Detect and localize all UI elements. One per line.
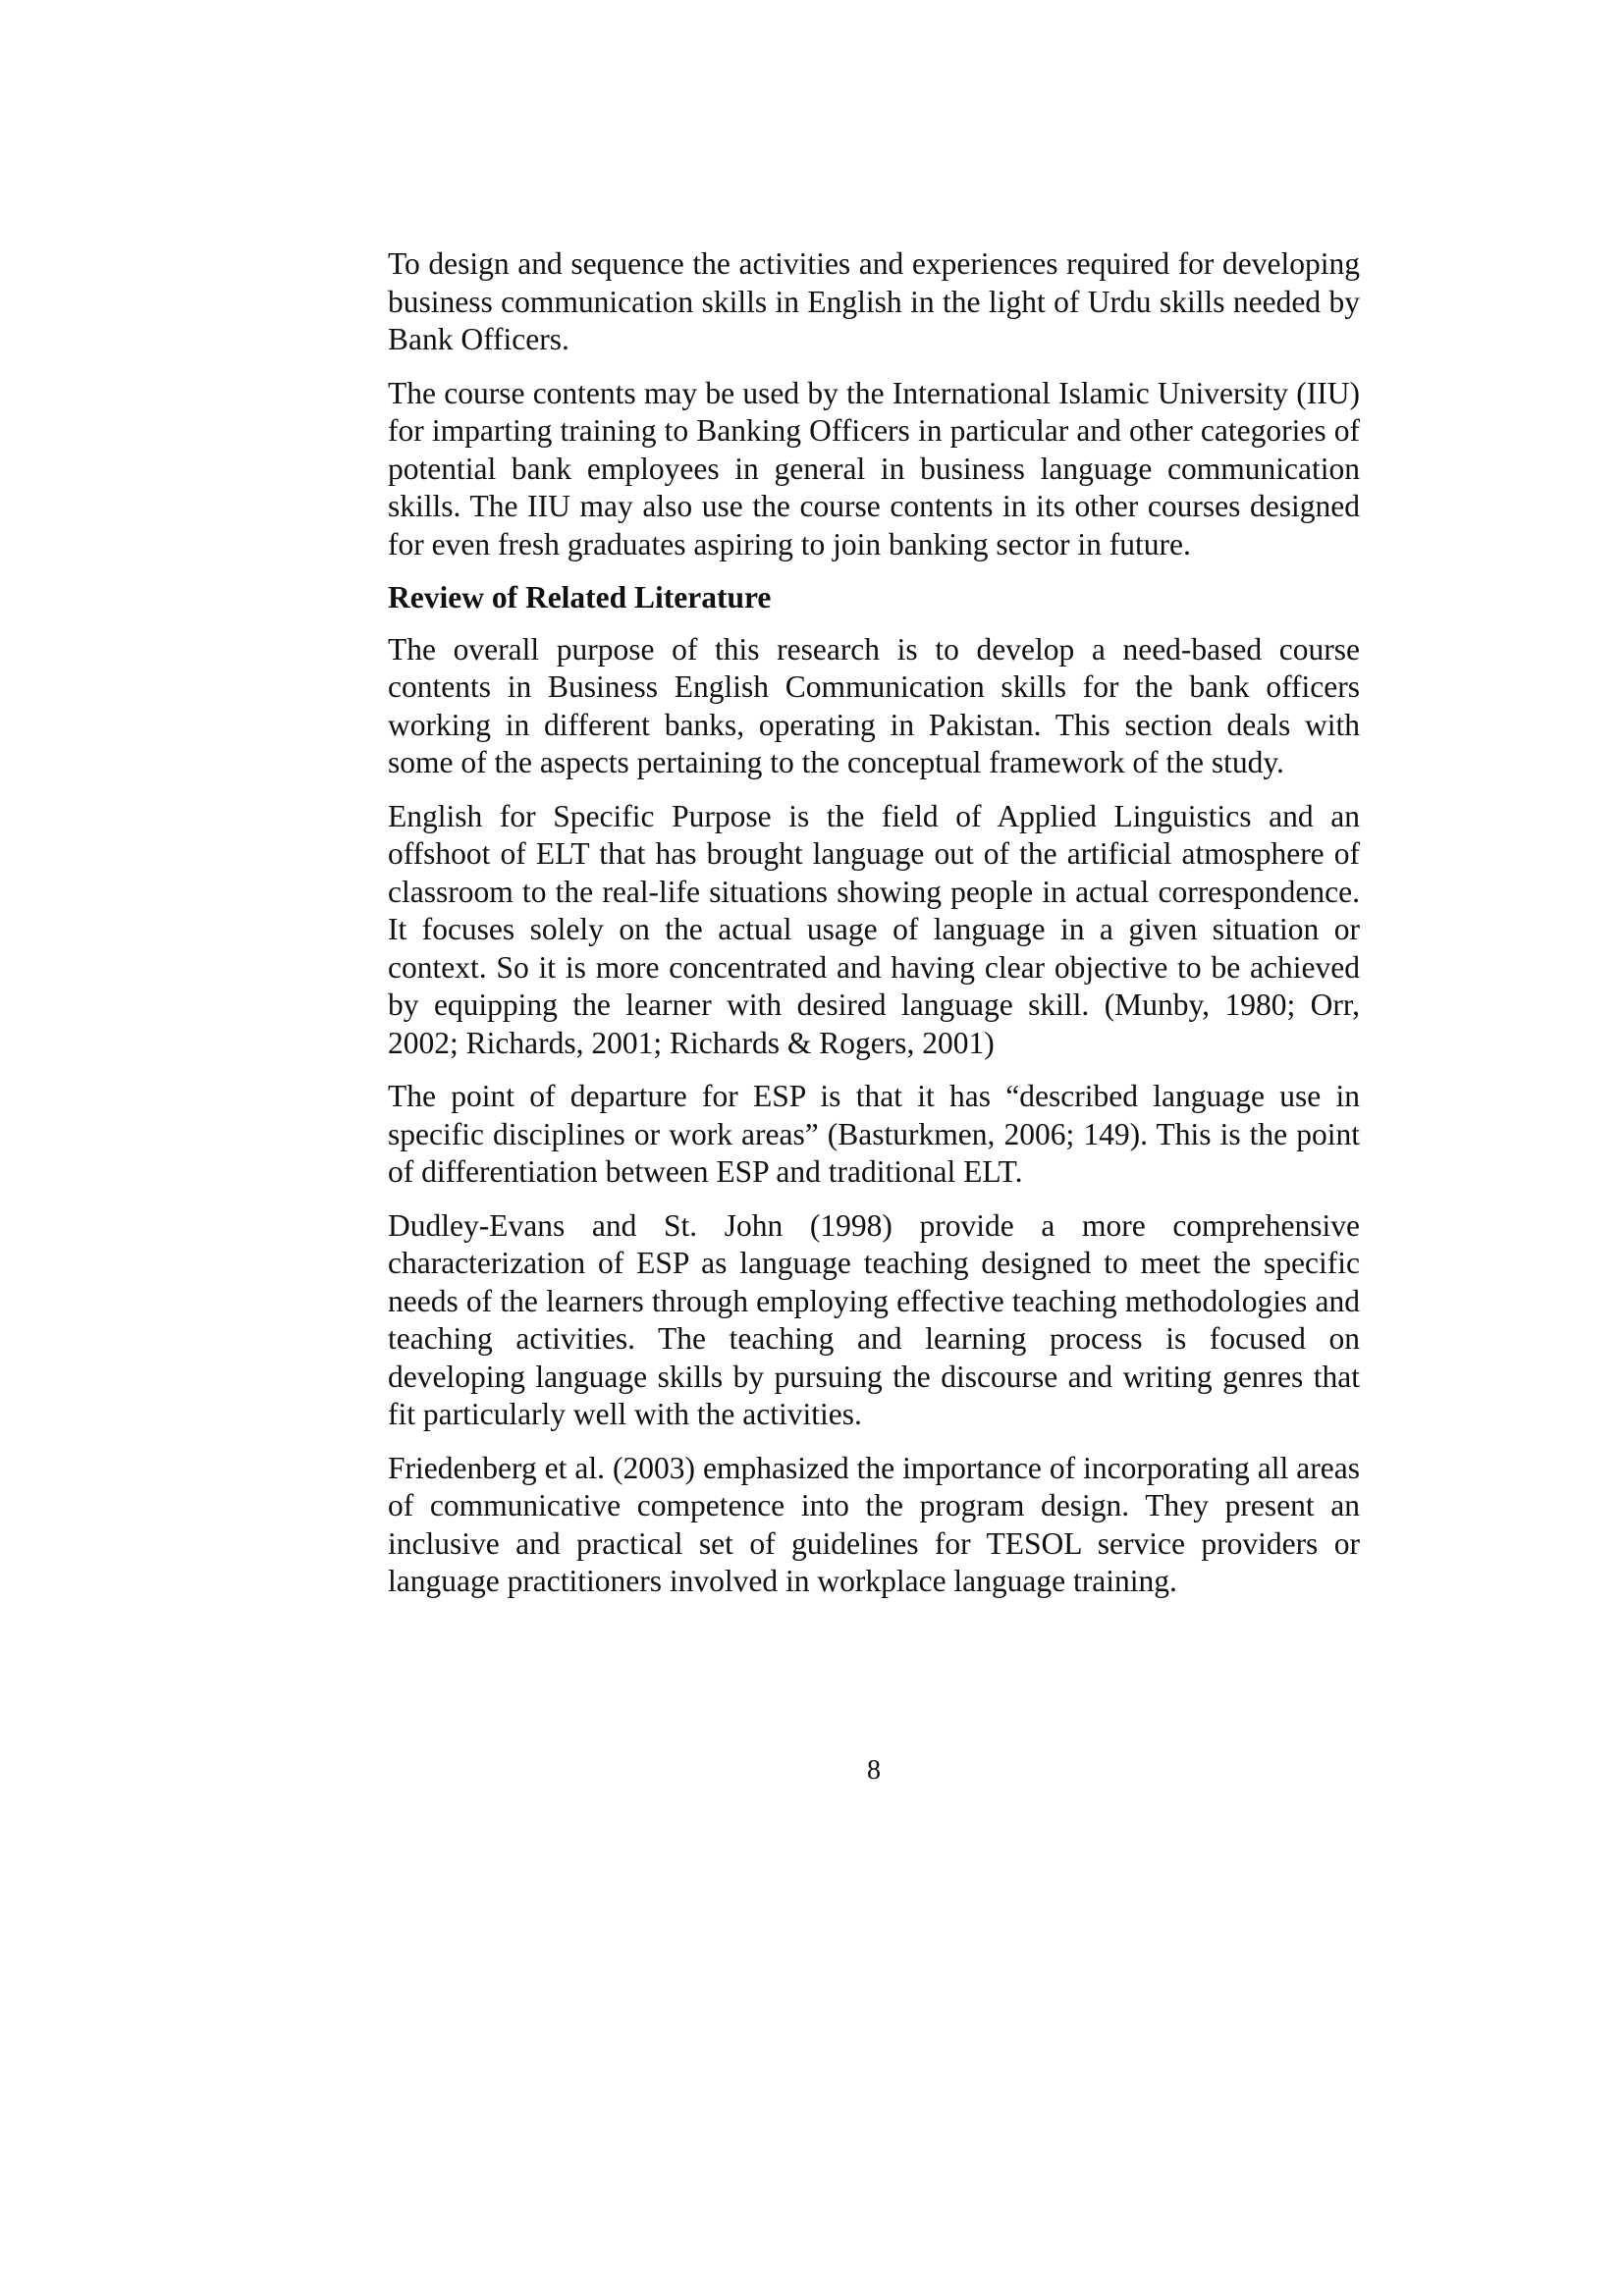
body-paragraph: To design and sequence the activities and experiences required for developing business communication skills in English in the light of Urdu skills needed by Bank Officers. — [388, 246, 1360, 356]
body-paragraph: The course contents may be used by the International Islamic University (IIU) for imparting training to Banking Officers in particular and other categories of potential bank employees in general in business language communication skills. The IIU may also use the course contents in its other courses designed for even fresh graduates aspiring to join banking sector in future. — [388, 375, 1360, 561]
body-paragraph: Dudley-Evans and St. John (1998) provide a more comprehensive characterization of ESP as language teaching designed to meet the specific needs of the learners through employing effective teaching methodologies and teaching activities. The teaching and learning process is focused on developing language skills by pursuing the discourse and writing genres that fit particularly well with the activities. — [388, 1207, 1360, 1431]
body-paragraph: English for Specific Purpose is the field of Applied Linguistics and an offshoot of ELT that has brought language out of the artificial atmosphere of classroom to the real-life situations showing people in actual correspondence. It focuses solely on the actual usage of language in a given situation or context. So it is more concentrated and having clear objective to be achieved by equipping the learner with desired language skill. (Munby, 1980; Orr, 2002; Richards, 2001; Richards & Rogers, 2001) — [388, 798, 1360, 1060]
page-body — [388, 245, 1360, 1617]
page-number: 8 — [867, 1755, 881, 1786]
body-paragraph: The overall purpose of this research is to develop a need-based course contents in Business English Communication skills for the bank officers working in different banks, operating in Pakistan. This section deals with some of the aspects pertaining to the conceptual framework of the study. — [388, 631, 1360, 779]
section-heading: Review of Related Literature — [388, 580, 772, 614]
body-paragraph: Friedenberg et al. (2003) emphasized the importance of incorporating all areas of communicative competence into the program design. They present an inclusive and practical set of guidelines for TESOL service providers or language practitioners involved in workplace language training. — [388, 1450, 1360, 1598]
body-paragraph: The point of departure for ESP is that it has “described language use in specific disciplines or work areas” (Basturkmen, 2006; 149). This is the point of differentiation between ESP and traditional ELT. — [388, 1079, 1360, 1189]
